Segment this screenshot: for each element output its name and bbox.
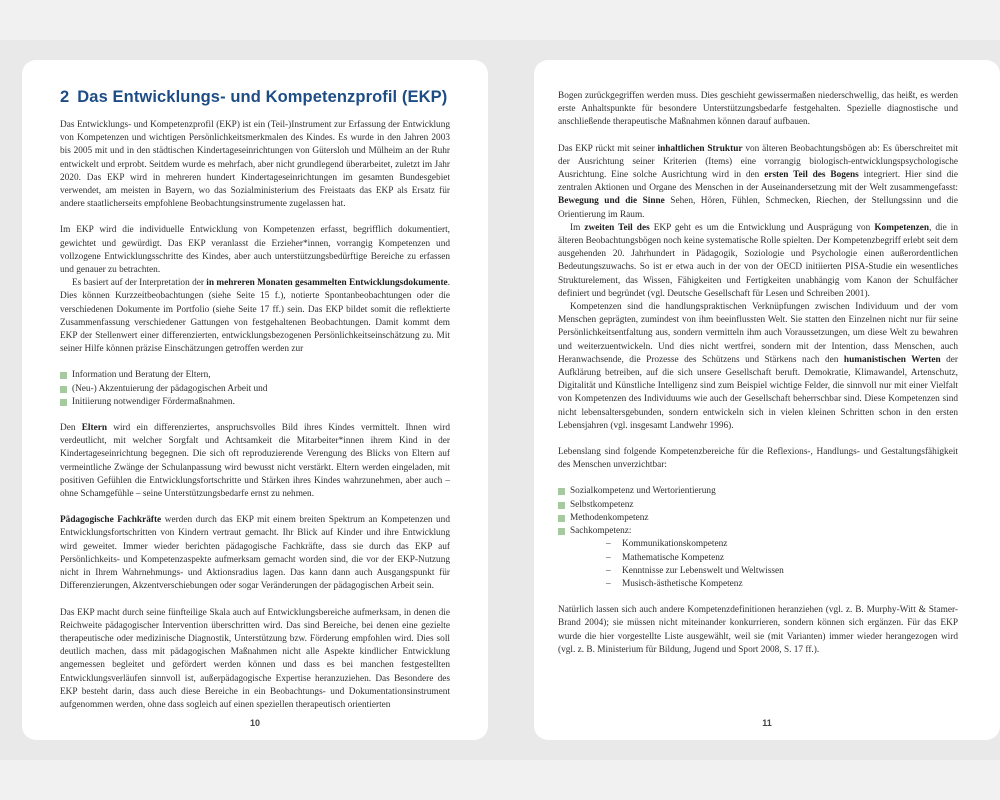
bold-text: Eltern bbox=[81, 423, 108, 434]
list-item-text: Selbstkompetenz bbox=[570, 499, 634, 510]
text-span: Es basiert auf der Interpretation der bbox=[72, 278, 207, 289]
square-bullet-icon bbox=[60, 372, 67, 379]
list-item-text: Methodenkompetenz bbox=[570, 512, 649, 523]
paragraph-second-part bbox=[558, 222, 958, 301]
sachkompetenz-sublist bbox=[570, 538, 958, 591]
text-span: Im bbox=[570, 222, 585, 233]
sublist-item-text: Kommunikationskompetenz bbox=[622, 539, 728, 550]
paragraph-lifelong: Lebenslang sind folgende Kompetenzbereiche für die Reflexions-, Handlungs- und Gestaltungsfähigkeit des Menschen unverzichtbar: bbox=[558, 447, 958, 471]
top-bar bbox=[0, 0, 1000, 40]
square-bullet-icon bbox=[558, 502, 565, 509]
list-item-text: Sachkompetenz: bbox=[570, 526, 632, 537]
page-number: 11 bbox=[762, 718, 772, 728]
list-item bbox=[60, 383, 450, 396]
paragraph-other-definitions: Natürlich lassen sich auch andere Kompetenzdefinitionen heranziehen (vgl. z. B. Murphy-Witt & Stamer-Brand 2004); sie müssen nicht miteinander konkurrieren, sondern können sich ergänzen. Für das EKP wurde die hier vorgestellte Liste ausgewählt, weil sie (mit Varianten) immer wieder herangezogen wird (vgl. z. B. Ministerium für Bildung, Jugend und Sport 2008, S. 17 ff.). bbox=[558, 605, 958, 655]
text-span: der Aufklärung betreiben, auf die sich unsere Gesellschaft beruft. Demokratie, Klimawandel, Artenschutz, Digitalität und Künstliche Intelligenz sind zum Beispiel wichtige Felder, die sinnvoll nur mit einer Vielfalt von Kompetenzen des Individuums wie auch der Gesellschaft beherrschbar sind. Diese Kompetenzen sind nicht lebensaltersgebunden, sondern entwickeln sich in vielen kleinen Schritten schon in den ersten Lebensjahren (vgl. insgesamt Landwehr 1996). bbox=[558, 354, 958, 431]
competency-list bbox=[558, 485, 958, 591]
bold-text: zweiten Teil des bbox=[584, 222, 650, 233]
chapter-heading bbox=[60, 88, 450, 107]
sublist-item-text: Musisch-ästhetische Kompetenz bbox=[622, 578, 743, 589]
dash-bullet: – bbox=[606, 578, 611, 589]
list-item-text: Initiierung notwendiger Fördermaßnahmen. bbox=[72, 396, 235, 407]
list-item bbox=[558, 499, 958, 512]
text-span: . Dies können Kurzzeitbeobachtungen (siehe Seite 15 f.), notierte Spontanbeobachtungen oder die verschiedenen Dokumente im Portfolio (siehe Seite 17 ff.) sein. Das EKP bildet somit die reflektierte Zusammenfassung verschiedener Gattungen von festgehaltenen Beobachtungen. Damit kommt dem EKP der Stellenwert einer differenzierten, entwicklungsbezogenen Persönlichkeitseinschätzung zu. Mit seiner Hilfe können präzise Einschätzungen getroffen werden zur bbox=[60, 278, 451, 355]
list-item-text: Sozialkompetenz und Wertorientierung bbox=[570, 486, 716, 497]
list-item bbox=[558, 525, 958, 591]
paragraph-individual-development: Im EKP wird die individuelle Entwicklung von Kompetenzen erfasst, begrifflich dokumentiert, gewichtet und gewürdigt. Das EKP veranlasst die Erzieher*innen, vorrangig Kompetenzen und vollzogene Entwicklungsschritte des Kindes, aber auch unterstützungsbedürftige Bereiche zu erfassen und genauer zu betrachten. bbox=[60, 225, 450, 276]
text-span: EKP geht es um die Entwicklung und Ausprägung von bbox=[649, 222, 875, 233]
paragraph-parents bbox=[60, 422, 450, 501]
text-span: werden durch das EKP mit einem breiten Spektrum an Kompetenzen und Entwicklungsfortschritten von Kindern vertraut gemacht. Ihr Blick auf Kinder und ihre Entwicklung wird geweitet. Immer wieder berichten pädagogische Fachkräfte, dass sie durch das EKP auf Persönlichkeits- und Kompetenzaspekte aufmerksam gemacht worden sind, die vor der EKP-Nutzung nicht in Ihrem Wahrnehmungs- und Aktionsradius lagen. Das kann dann auch Ausgangspunkt für Differenzierungen, Akzentverschiebungen oder sogar Veränderungen der pädagogischen Arbeit sein. bbox=[60, 515, 450, 592]
paragraph-educators bbox=[60, 514, 450, 593]
list-item bbox=[60, 396, 450, 409]
text-span: Kompetenzen sind die handlungspraktischen Verknüpfungen zwischen Individuum und der vom Menschen geprägten, zumindest von ihm beeinflussten Welt. Sie statten den Einzelnen nicht nur für seine Persönlichkeitsentfaltung aus, sondern vermitteln ihm auch Voraussetzungen, um diese Welt zu bewahren und weiterzuentwickeln. Und dies nicht wertfrei, sondern mit der Intention, dass Menschen, auch Heranwachsende, die Prozesse des Schützens und Stärkens nach den bbox=[558, 302, 958, 365]
dash-bullet: – bbox=[606, 552, 611, 563]
sublist-item-text: Kenntnisse zur Lebenswelt und Weltwissen bbox=[622, 565, 784, 576]
text-span: , die in älteren Beobachtungsbögen noch keine systematische Rolle spielten. Der Kompetenzbegriff erlebt seit dem ausgehenden 20. Jahrhundert in Pädagogik, Soziologie und Psychologie einen außerordentlichen Bedeutungszuwachs. So ist er etwa auch in der von der OECD initiierten PISA-Studie ein wesentliches Strukturelement, das Wissen, Fähigkeiten und Fertigkeiten unabhängig vom Kanon der Schulfächer definiert und begründet (vgl. Deutsche Gesellschaft für Lesen und Schreiben 2001). bbox=[558, 222, 959, 299]
list-item bbox=[60, 369, 450, 382]
right-page-content bbox=[558, 90, 958, 657]
sublist-item bbox=[606, 578, 958, 591]
page-number: 10 bbox=[249, 718, 260, 728]
bold-text: Bewegung und die Sinne bbox=[558, 196, 665, 207]
text-span: Sehen, Hören, Fühlen, Schmecken, Riechen, der Stellungssinn und die Orientierung im Raum. bbox=[558, 196, 958, 220]
bottom-bar bbox=[0, 760, 1000, 800]
sublist-item bbox=[606, 552, 958, 565]
text-span: Den bbox=[60, 423, 82, 434]
square-bullet-icon bbox=[558, 515, 565, 522]
square-bullet-icon bbox=[558, 488, 565, 495]
bold-text: Kompetenzen bbox=[874, 222, 930, 233]
left-page bbox=[22, 60, 488, 740]
bold-text: inhaltlichen Struktur bbox=[657, 143, 743, 154]
left-page-content bbox=[60, 88, 450, 712]
square-bullet-icon bbox=[558, 528, 565, 535]
paragraph-competencies bbox=[558, 301, 958, 433]
list-item-text: Information und Beratung der Eltern, bbox=[72, 370, 211, 381]
dash-bullet: – bbox=[606, 565, 611, 576]
paragraph-structure bbox=[558, 143, 958, 222]
text-span: wird ein differenziertes, anspruchsvolles Bild ihres Kindes vermittelt. Ihnen wird verdeutlicht, mit welcher Sorgfalt und Achtsamkeit die Mitarbeiter*innen ihrem Kind in der Kindertageseinrichtung begegnen. Die sich oft reproduzierende Verengung des Blicks von Eltern auf vermeintliche Zwänge der Schulanpassung wird bewusst nicht verstärkt. Eltern werden eingeladen, mit positiven Gefühlen die Entwicklungsfortschritte und Stärken ihres Kindes wahrzunehmen, aber auch – ohne Schamgefühle – seine Unterstützungsbedarfe ernst zu nehmen. bbox=[60, 423, 450, 500]
bold-text: in mehreren Monaten gesammelten Entwicklungsdokumente bbox=[206, 278, 448, 289]
text-span: Das EKP rückt mit seiner bbox=[558, 143, 658, 154]
sublist-item bbox=[606, 538, 958, 551]
right-page bbox=[534, 60, 1000, 740]
paragraph-continuation: Bogen zurückgegriffen werden muss. Dies geschieht gewissermaßen niederschwellig, das heißt, es werden erste Anhaltspunkte für besondere Unterstützungsbedarfe festgehalten. Spezielle diagnostische und anschließende therapeutische Maßnahmen können darauf aufbauen. bbox=[558, 91, 958, 128]
dash-bullet: – bbox=[606, 539, 611, 550]
paragraph-intro: Das Entwicklungs- und Kompetenzprofil (EKP) ist ein (Teil-)Instrument zur Erfassung der Entwicklung von Kompetenzen und wichtigen Persönlichkeitsmerkmalen des Kindes. Es wurde in den Jahren 2003 bis 2005 mit und in den städtischen Kindertageseinrichtungen von Gütersloh und Mülheim an der Ruhr entwickelt und erprobt. Seitdem wurde es mehrfach, aber nicht grundlegend überarbeitet, zuletzt im Jahr 2020. Das EKP wird in mehreren hundert Kindertageseinrichtungen im gesamten Bundesgebiet verwendet, am meisten in Bayern, wo das Sozialministerium des Freistaats das EKP als Ersatz für andere staatlicherseits empfohlene Beobachtungsinstrumente zugelassen hat. bbox=[60, 120, 450, 210]
square-bullet-icon bbox=[60, 399, 67, 406]
bold-text: ersten Teil des Bogens bbox=[764, 170, 859, 181]
sublist-item bbox=[606, 565, 958, 578]
chapter-number: 2 bbox=[60, 88, 70, 106]
paragraph-scale: Das EKP macht durch seine fünfteilige Skala auch auf Entwicklungsbereiche aufmerksam, in denen die Reichweite pädagogischer Intervention überschritten wird. Das sind Bereiche, bei denen eine gezielte therapeutische oder medizinische Diagnostik, Unterstützung bzw. Förderung empfohlen wird. Dies soll deutlich machen, dass mit pädagogischen Maßnahmen nicht alle Aspekte kindlicher Entwicklung angemessen begleitet und gefördert werden können und dass es bei manchen festgestellten Entwicklungsverläufen sinnvoll ist, außerpädagogische Expertise heranzuziehen. Das Besondere des EKP besteht darin, dass auch diese Bereiche in ein Beobachtungs- und Dokumentationsinstrument aufgenommen werden, ohne dass sogleich auf einen speziellen therapeutisch orientierten bbox=[60, 607, 450, 710]
sublist-item-text: Mathematische Kompetenz bbox=[622, 552, 724, 563]
assessment-list bbox=[60, 369, 450, 409]
square-bullet-icon bbox=[60, 386, 67, 393]
list-item bbox=[558, 512, 958, 525]
bold-text: Pädagogische Fachkräfte bbox=[60, 515, 162, 526]
text-span: von älteren Beobachtungsbögen ab: Es überschreitet mit der Ausrichtung seiner Kriterien (Items) eine vorrangig biologisch-entwicklungspsychologische Ausrichtung. Eine solche Ausrichtung wird in den bbox=[558, 143, 958, 181]
text-span: integriert. Hier sind die zentralen Aktionen und Organe des Menschen in der Auseinandersetzung mit der Welt zusammengefasst: bbox=[558, 170, 958, 194]
paragraph-interpretation bbox=[60, 277, 450, 356]
list-item bbox=[558, 485, 958, 498]
chapter-title: Das Entwicklungs- und Kompetenzprofil (EKP) bbox=[77, 88, 448, 106]
bold-text: humanistischen Werten bbox=[843, 354, 941, 365]
list-item-text: (Neu-) Akzentuierung der pädagogischen Arbeit und bbox=[72, 383, 268, 394]
